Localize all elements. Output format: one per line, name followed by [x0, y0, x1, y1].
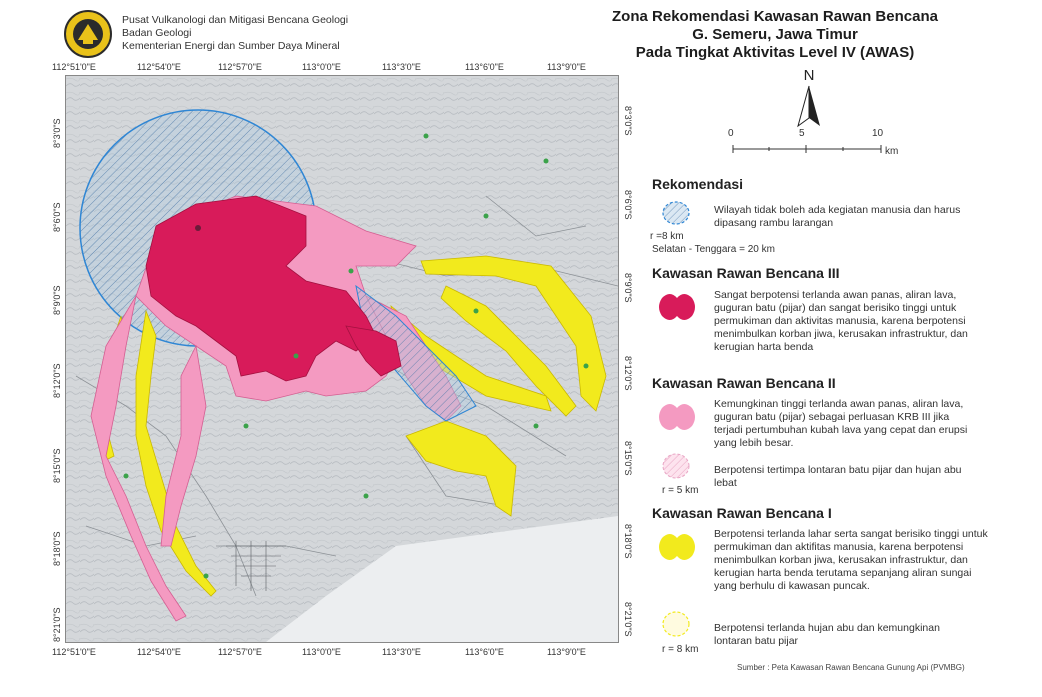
- legend-krb1-heading: Kawasan Rawan Bencana I: [652, 505, 832, 521]
- legend-krb1-circle-text: Berpotensi terlanda hujan abu dan kemungkinan lontaran batu pijar: [714, 622, 940, 647]
- org-line: Badan Geologi: [122, 27, 192, 39]
- hazard-map[interactable]: [65, 75, 619, 643]
- legend-krb2-radius: r = 5 km: [662, 485, 699, 496]
- lat-tick-right: 8°18'0"S: [623, 524, 633, 559]
- legend-krb3-heading: Kawasan Rawan Bencana III: [652, 265, 840, 281]
- title-line: Pada Tingkat Aktivitas Level IV (AWAS): [635, 44, 915, 61]
- lon-tick-bottom: 113°0'0"E: [302, 647, 341, 657]
- lat-tick-right: 8°15'0"S: [623, 441, 633, 476]
- scale-label: 5: [799, 128, 805, 139]
- legend-krb1-radius: r = 8 km: [662, 644, 699, 655]
- source-note: Sumber : Peta Kawasan Rawan Bencana Gunung Api (PVMBG): [737, 663, 965, 672]
- lon-tick-top: 112°54'0"E: [137, 62, 181, 72]
- lon-tick-top: 112°57'0"E: [218, 62, 262, 72]
- scale-label: 10: [872, 128, 884, 139]
- title-line: Zona Rekomendasi Kawasan Rawan Bencana: [612, 8, 938, 25]
- legend-rekomendasi-extra: Selatan - Tenggara = 20 km: [652, 244, 775, 255]
- title-line: G. Semeru, Jawa Timur: [692, 26, 858, 43]
- lon-tick-bottom: 112°51'0"E: [52, 647, 96, 657]
- legend-krb1-text: Berpotensi terlanda lahar serta sangat berisiko tinggi untuk permukiman dan aktifitas manusia, karena berpotensi menimbulkan korban jiwa, kerusakan infrastruktur, dan kerugian harta benda terutama sepanjang aliran sungai yang berhulu di kawasan puncak.: [714, 528, 988, 592]
- lat-tick-left: 8°15'0"S: [52, 448, 62, 483]
- lon-tick-bottom: 113°9'0"E: [547, 647, 586, 657]
- scale-unit: km: [885, 146, 899, 157]
- lat-tick-left: 8°12'0"S: [52, 363, 62, 398]
- legend-krb1-circle-icon: [660, 610, 692, 638]
- lat-tick-right: 8°21'0"S: [623, 602, 633, 637]
- lat-tick-left: 8°9'0"S: [52, 285, 62, 315]
- org-line: Pusat Vulkanologi dan Mitigasi Bencana Geologi: [122, 14, 349, 26]
- summit-marker: [195, 225, 201, 231]
- scale-bar-graphic: [732, 144, 882, 154]
- legend-krb1-swatch: [656, 530, 698, 564]
- lon-tick-top: 112°51'0"E: [52, 62, 96, 72]
- hazard-map-svg: [66, 76, 618, 642]
- lat-tick-left: 8°21'0"S: [52, 607, 62, 642]
- lat-tick-right: 8°3'0"S: [623, 106, 633, 136]
- north-arrow-icon: [794, 84, 824, 128]
- legend-krb2-circle-text: Berpotensi tertimpa lontaran batu pijar dan hujan abu lebat: [714, 464, 962, 489]
- legend-rekomendasi-radius: r =8 km: [650, 231, 684, 242]
- legend-krb3-swatch: [656, 290, 698, 324]
- lat-tick-left: 8°6'0"S: [52, 202, 62, 232]
- org-name: [122, 14, 348, 53]
- legend-krb2-circle-icon: [660, 452, 692, 480]
- legend-krb2-swatch: [656, 400, 698, 434]
- lon-tick-bottom: 112°57'0"E: [218, 647, 262, 657]
- org-line: Kementerian Energi dan Sumber Daya Mineral: [122, 40, 340, 52]
- legend-krb3-text: Sangat berpotensi terlanda awan panas, aliran lava, guguran batu (pijar) dan sangat berisiko tinggi untuk permukiman dan aktivitas manusia, karena berpotensi menimbulkan korban jiwa, kerusakan infrastruktur, dan kerugian harta benda: [714, 289, 968, 353]
- lon-tick-top: 113°3'0"E: [382, 62, 421, 72]
- scale-label: 0: [728, 128, 734, 139]
- agency-logo: [64, 10, 112, 58]
- north-label: N: [803, 67, 815, 84]
- lon-tick-top: 113°6'0"E: [465, 62, 504, 72]
- lat-tick-right: 8°12'0"S: [623, 356, 633, 391]
- legend-krb2-heading: Kawasan Rawan Bencana II: [652, 375, 836, 391]
- lon-tick-top: 113°0'0"E: [302, 62, 341, 72]
- legend-rekomendasi-heading: Rekomendasi: [652, 176, 744, 192]
- lat-tick-left: 8°18'0"S: [52, 531, 62, 566]
- legend-rekomendasi-text: Wilayah tidak boleh ada kegiatan manusia dan harus dipasang rambu larangan: [714, 204, 961, 229]
- lon-tick-bottom: 113°3'0"E: [382, 647, 421, 657]
- legend-circle-hatched-icon: [660, 200, 692, 226]
- north-arrow: [794, 68, 824, 130]
- map-title: [560, 8, 990, 62]
- lon-tick-bottom: 112°54'0"E: [137, 647, 181, 657]
- legend-krb2-text: Kemungkinan tinggi terlanda awan panas, aliran lava, guguran batu (pijar) sebagai perluasan KRB III jika terjadi pertumbuhan kubah lava yang cepat dan erupsi yang lebih besar.: [714, 398, 968, 449]
- lon-tick-bottom: 113°6'0"E: [465, 647, 504, 657]
- scale-bar: [728, 128, 928, 158]
- lat-tick-right: 8°9'0"S: [623, 273, 633, 303]
- lat-tick-left: 8°3'0"S: [52, 118, 62, 148]
- lon-tick-top: 113°9'0"E: [547, 62, 586, 72]
- lat-tick-right: 8°6'0"S: [623, 190, 633, 220]
